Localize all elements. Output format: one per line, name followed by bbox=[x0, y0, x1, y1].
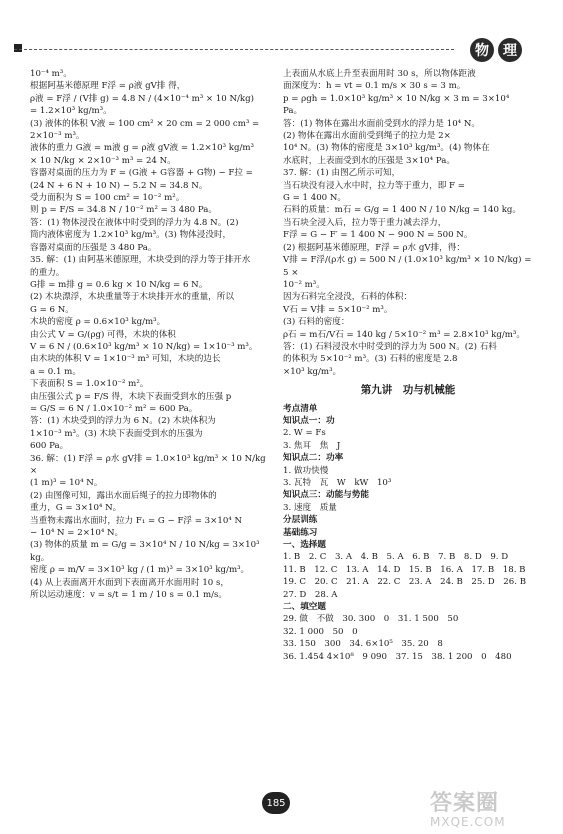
section-line: 二、填空题 bbox=[283, 602, 326, 613]
section-line: 知识点二：功率 bbox=[283, 453, 344, 464]
left-column-line: (2) 由图像可知，露出水面后绳子的拉力即物体的 bbox=[30, 490, 217, 501]
left-column-line: 1×10⁻³ m³。(3) 木块下表面受到水的压强为 bbox=[30, 428, 203, 439]
right-column-line: (2) 物体在露出水面前受到绳子的拉力是 2× bbox=[283, 131, 451, 142]
section-title: 第九讲 功与机械能 bbox=[360, 384, 456, 397]
section-line: 基础练习 bbox=[283, 527, 318, 538]
left-column-line: G排 = m排 g = 0.6 kg × 10 N/kg = 6 N。 bbox=[30, 279, 208, 290]
left-column-line: 由压强公式 p = F/S 得，木块下表面受到水的压强 p bbox=[30, 391, 232, 402]
section-line: 知识点三：动能与势能 bbox=[283, 490, 369, 501]
left-column-line: G = 6 N。 bbox=[30, 304, 74, 315]
left-column-line: 根据阿基米德原理 F浮 = ρ液 gV排 得， bbox=[30, 81, 186, 92]
left-column-line: 答：(1) 木块受到的浮力为 6 N。(2) 木块体积为 bbox=[30, 416, 216, 427]
right-column-line: 因为石料完全浸没，石料的体积： bbox=[283, 292, 412, 303]
left-column-line: (1 m)³ = 10⁴ N。 bbox=[30, 478, 103, 489]
left-column-line: (3) 物体的质量 m = G/g = 3×10⁴ N / 10 N/kg = 3×10³ kg。 bbox=[30, 540, 263, 563]
right-column bbox=[283, 68, 533, 663]
left-column-line: × 10 N/kg × 2×10⁻³ m³ = 24 N。 bbox=[30, 155, 176, 166]
left-column-line: (24 N + 6 N + 10 N) − 5.2 N = 34.8 N。 bbox=[30, 180, 208, 191]
left-column-line: 当重物未露出水面时，拉力 F₁ = G − F浮 = 3×10⁴ N bbox=[30, 515, 242, 526]
subject-char-1: 物 bbox=[470, 38, 494, 62]
left-column-line: (4) 从上表面离开水面到下表面离开水面用时 10 s， bbox=[30, 577, 229, 588]
section-line: 3. 瓦特 瓦 W kW 10³ bbox=[283, 478, 392, 488]
section-line: 3. 焦耳 焦 J bbox=[283, 440, 341, 451]
left-column-line: (2) 木块漂浮，木块重量等于木块排开水的重量，所以 bbox=[30, 292, 234, 303]
left-column-line: 则 p = F/S = 34.8 N / 10⁻² m² = 3 480 Pa。 bbox=[30, 205, 217, 216]
section-line: 一、选择题 bbox=[283, 540, 326, 551]
left-column-line: 密度 ρ = m/V = 3×10³ kg / (1 m)³ = 3×10³ kg/m³。 bbox=[30, 565, 250, 576]
left-column-line: 下表面积 S = 1.0×10⁻² m²。 bbox=[30, 379, 149, 390]
left-column-line: V = 6 N / (0.6×10³ kg/m³ × 10 N/kg) = 1×10⁻³ m³。 bbox=[30, 341, 258, 352]
left-column-line: 36. 解：(1) F浮 = ρ水 gV排 = 1.0×10³ kg/m³ × 10 N/kg × bbox=[30, 453, 269, 476]
left-column-line: 600 Pa。 bbox=[30, 441, 69, 452]
subject-badge bbox=[470, 38, 522, 62]
page-number: 185 bbox=[262, 792, 290, 814]
right-column-line: 10⁴ N。(3) 物体的密度是 3×10³ kg/m³。(4) 物体在 bbox=[283, 143, 490, 154]
left-column-line: ρ液 = F浮 / (V排 g) = 4.8 N / (4×10⁻⁴ m³ × 10 N/kg) bbox=[30, 93, 254, 104]
section-line: 36. 1.454 4×10⁸ 9 090 37. 15 38. 1 200 0 480 bbox=[283, 651, 512, 662]
section-line: 分层训练 bbox=[283, 515, 318, 526]
section-line: 33. 150 300 34. 6×10⁵ 35. 20 8 bbox=[283, 639, 443, 650]
left-column-line: a = 0.1 m。 bbox=[30, 366, 81, 377]
right-column-line: p = ρgh = 1.0×10³ kg/m³ × 10 N/kg × 3 m = 3×10⁴ bbox=[283, 93, 510, 104]
left-column-line: 受力面积为 S = 100 cm² = 10⁻² m²。 bbox=[30, 193, 185, 204]
right-column-line: G = 1 400 N。 bbox=[283, 193, 346, 204]
section-line: 27. D 28. A bbox=[283, 589, 338, 600]
left-column-line: 35. 解：(1) 由阿基米德原理，木块受到的浮力等于排开水 bbox=[30, 255, 251, 266]
section-answer-list bbox=[283, 403, 533, 664]
right-column-line: Pa。 bbox=[283, 106, 303, 117]
right-column-line: 37. 解：(1) 由图乙所示可知， bbox=[283, 168, 401, 179]
right-column-line: 答：(1) 物体在露出水面前受到水的浮力是 10⁴ N。 bbox=[283, 118, 480, 129]
right-column-line: F浮 = G − F′ = 1 400 N − 900 N = 500 N。 bbox=[283, 230, 473, 241]
left-column-line: 2×10⁻³ m³。 bbox=[30, 131, 85, 142]
right-column-line: 石料的质量：m石 = G/g = 1 400 N / 10 N/kg = 140 kg。 bbox=[283, 205, 521, 216]
right-column-line: (2) 根据阿基米德原理，F浮 = ρ水 gV排，得： bbox=[283, 242, 465, 253]
right-column-line: 面深度为：h = vt = 0.1 m/s × 30 s = 3 m。 bbox=[283, 81, 466, 92]
right-column-line: 当石块没有浸入水中时，拉力等于重力，即 F = bbox=[283, 180, 465, 191]
left-column-line: 10⁻⁴ m³。 bbox=[30, 69, 72, 79]
section-line: 3. 速度 质量 bbox=[283, 502, 337, 513]
section-line: 11. B 12. C 13. A 14. D 15. B 16. A 17. B 18. B bbox=[283, 564, 526, 575]
section-line: 1. 做功快慢 bbox=[283, 465, 329, 476]
section-line: 2. W = Fs bbox=[283, 428, 326, 439]
left-column-line: 由公式 V = G/(ρg) 可得，木块的体积 bbox=[30, 329, 176, 340]
left-column-line: − 10⁴ N = 2×10⁴ N。 bbox=[30, 528, 124, 539]
section-line: 1. B 2. C 3. A 4. B 5. A 6. B 7. B 8. D 9. D bbox=[283, 552, 509, 563]
left-column-line: 由木块的体积 V = 1×10⁻³ m³ 可知，木块的边长 bbox=[30, 354, 221, 365]
header-dashed-rule bbox=[14, 49, 454, 50]
left-column-line: 筒内液体密度为 1.2×10³ kg/m³。(3) 物体浸没时， bbox=[30, 230, 232, 241]
right-column-line: 答：(1) 石料浸没水中时受到的浮力为 500 N。(2) 石料 bbox=[283, 341, 497, 352]
left-column-line: = G/S = 6 N / 1.0×10⁻² m² = 600 Pa。 bbox=[30, 403, 198, 414]
left-column-line: 木块的密度 ρ = 0.6×10³ kg/m³。 bbox=[30, 317, 166, 328]
left-column-line: (3) 液体的体积 V液 = 100 cm² × 20 cm = 2 000 cm³ = bbox=[30, 118, 260, 129]
section-line: 19. C 20. C 21. A 22. C 23. A 24. B 25. D 26. B bbox=[283, 577, 527, 588]
left-column-line: 容器对桌面的压力为 F = (G液 + G容器 + G物) − F拉 = bbox=[30, 168, 253, 179]
left-column bbox=[30, 68, 269, 601]
right-column-line: 10⁻² m³。 bbox=[283, 279, 325, 290]
right-column-line: ρ石 = m石/V石 = 140 kg / 5×10⁻² m³ = 2.8×10³ kg/m³。 bbox=[283, 329, 525, 340]
left-column-line: 重力，G = 3×10⁴ N。 bbox=[30, 503, 122, 514]
right-column-line: 上表面从水底上升至表面用时 30 s，所以物体距液 bbox=[283, 69, 476, 79]
left-column-line: 液体的重力 G液 = m液 g = ρ液 gV液 = 1.2×10³ kg/m³ bbox=[30, 143, 254, 154]
right-column-line: V排 = F浮/(ρ水 g) = 500 N / (1.0×10³ kg/m³ × 10 N/kg) = 5 × bbox=[283, 255, 535, 278]
right-column-line: V石 = V排 = 5×10⁻² m³。 bbox=[283, 304, 393, 315]
watermark-line2: MXQE.COM bbox=[430, 815, 506, 829]
section-line: 29. 做 不做 30. 300 0 31. 1 500 50 bbox=[283, 614, 459, 625]
left-column-line: 容器对桌面的压强是 3 480 Pa。 bbox=[30, 242, 157, 253]
right-column-line: 水底时，上表面受到水的压强是 3×10⁴ Pa。 bbox=[283, 155, 455, 166]
header-square-mark bbox=[14, 44, 22, 52]
section-line: 知识点一：功 bbox=[283, 415, 335, 426]
right-column-line: (3) 石料的密度： bbox=[283, 317, 350, 328]
right-column-line: 的体积为 5×10⁻² m³。(3) 石料的密度是 2.8 bbox=[283, 354, 458, 365]
right-column-solutions bbox=[283, 68, 533, 378]
left-column-line: 的重力。 bbox=[30, 267, 65, 278]
watermark bbox=[430, 786, 506, 829]
section-line: 考点清单 bbox=[283, 403, 318, 414]
subject-char-2: 理 bbox=[498, 38, 522, 62]
right-column-line: 当石块全浸入后，拉力等于重力减去浮力， bbox=[283, 217, 447, 228]
left-column-line: 所以运动速度：v = s/t = 1 m / 10 s = 0.1 m/s。 bbox=[30, 590, 227, 601]
right-column-line: ×10³ kg/m³。 bbox=[283, 366, 342, 377]
section-line: 32. 1 000 50 0 bbox=[283, 626, 358, 637]
left-column-line: = 1.2×10³ kg/m³。 bbox=[30, 106, 112, 117]
left-column-line: 答：(1) 物体浸没在液体中时受到的浮力为 4.8 N。(2) bbox=[30, 217, 239, 228]
watermark-line1: 答案圈 bbox=[430, 791, 500, 816]
